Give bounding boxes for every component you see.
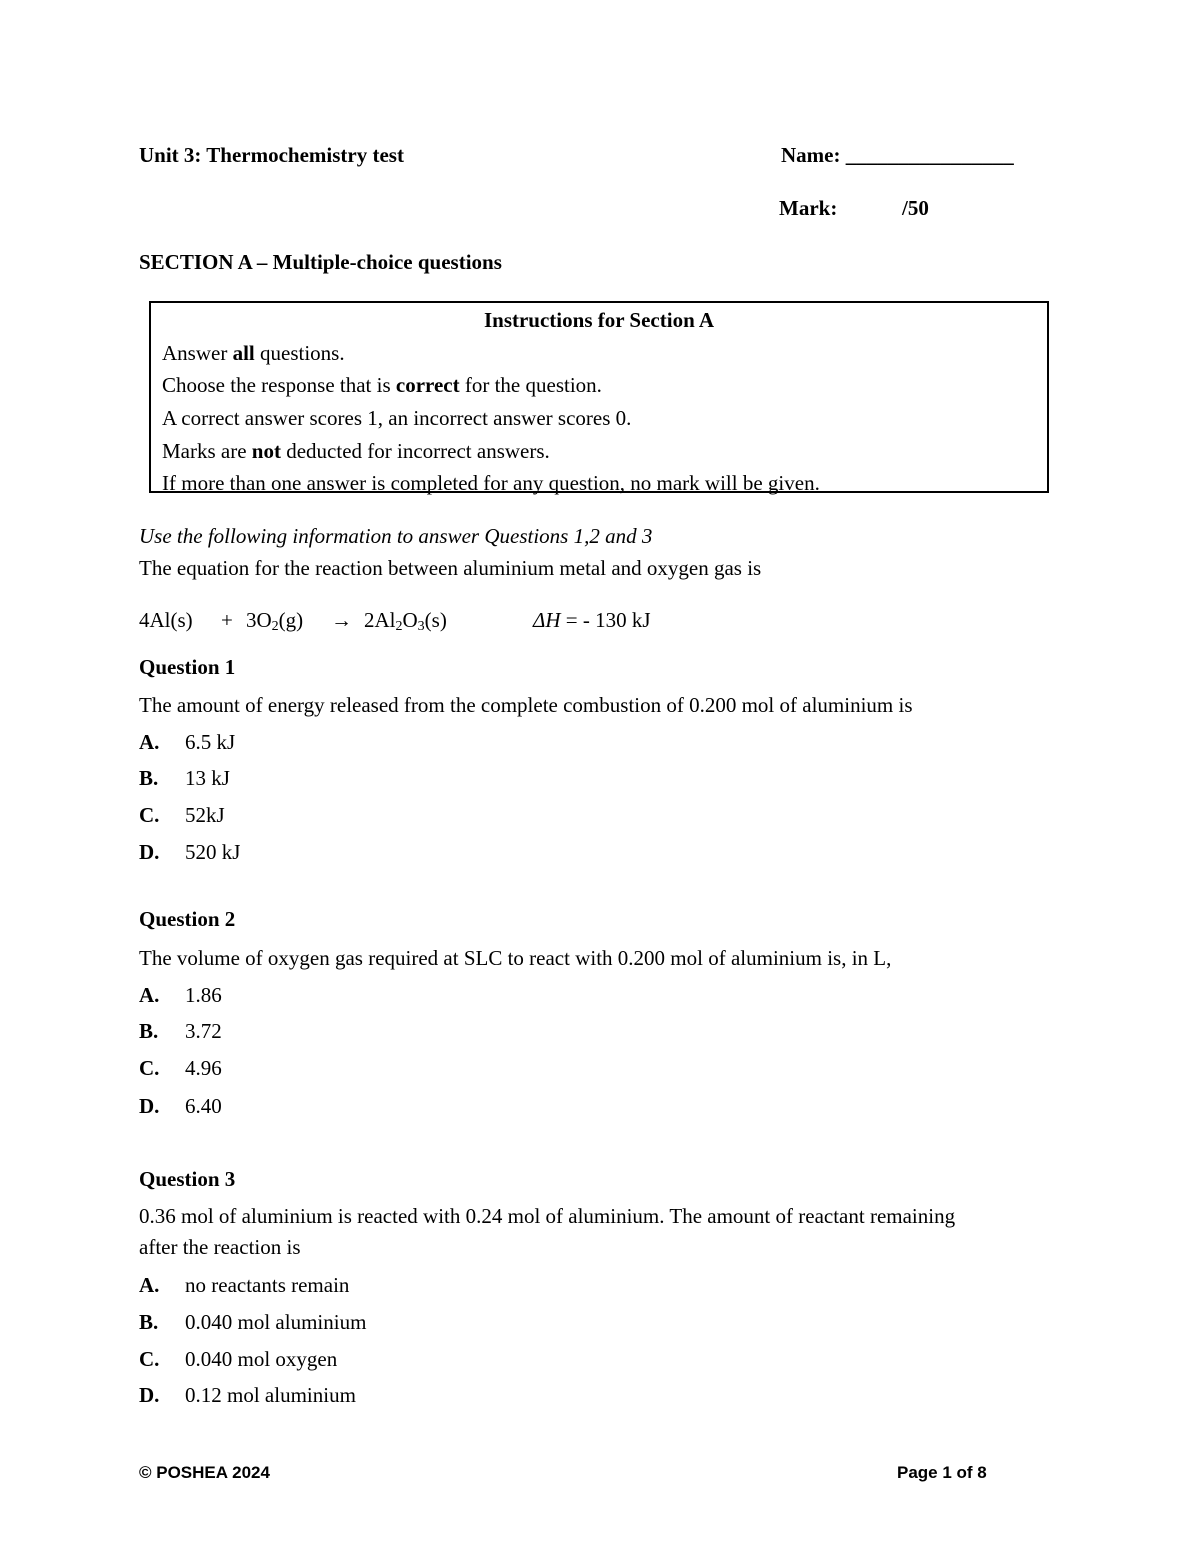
q1-option-d-letter: D. bbox=[139, 840, 160, 864]
question-3-stem-line-1: 0.36 mol of aluminium is reacted with 0.24 mol of aluminium. The amount of reactant remaining bbox=[139, 1204, 956, 1228]
instruction-1-post: questions. bbox=[254, 341, 345, 365]
o2-state: (g) bbox=[278, 608, 304, 632]
q3-option-a-letter: A. bbox=[139, 1273, 160, 1297]
name-label-text: Name: bbox=[781, 143, 841, 167]
instruction-2-post: for the question. bbox=[459, 373, 602, 397]
name-label bbox=[781, 143, 1014, 167]
equation-reactant-2 bbox=[246, 608, 303, 632]
instruction-line-4 bbox=[162, 439, 550, 463]
instructions-box bbox=[149, 301, 1049, 493]
q2-option-c-letter: C. bbox=[139, 1056, 160, 1080]
mark-label: Mark: bbox=[779, 196, 838, 220]
q1-option-c-letter: C. bbox=[139, 803, 160, 827]
enthalpy-change bbox=[533, 608, 651, 632]
q1-option-b-letter: B. bbox=[139, 766, 159, 790]
equation-product bbox=[364, 608, 447, 632]
o2-symbol: 3O bbox=[246, 608, 272, 632]
al2o3-sub-al: 2 bbox=[395, 619, 403, 634]
q3-option-d-letter: D. bbox=[139, 1383, 160, 1407]
delta-h-value: = - 130 kJ bbox=[560, 608, 651, 632]
instruction-1-pre: Answer bbox=[162, 341, 233, 365]
document-title: Unit 3: Thermochemistry test bbox=[139, 143, 404, 167]
o2-subscript: 2 bbox=[271, 619, 279, 634]
mark-total: /50 bbox=[902, 196, 929, 220]
q2-option-b-text: 3.72 bbox=[185, 1019, 222, 1043]
q1-option-d-text: 520 kJ bbox=[185, 840, 241, 864]
instruction-line-5: If more than one answer is completed for any question, no mark will be given. bbox=[162, 471, 820, 495]
info-intro: Use the following information to answer Questions 1,2 and 3 bbox=[139, 524, 653, 548]
instruction-line-3: A correct answer scores 1, an incorrect answer scores 0. bbox=[162, 406, 632, 430]
q3-option-b-text: 0.040 mol aluminium bbox=[185, 1310, 367, 1334]
instruction-4-emphasis: not bbox=[251, 439, 281, 463]
footer-page-number: Page 1 of 8 bbox=[897, 1463, 987, 1482]
equation-plus: + bbox=[221, 608, 233, 632]
question-3-stem-line-2: after the reaction is bbox=[139, 1235, 301, 1259]
al2o3-al: 2Al bbox=[364, 608, 396, 632]
q2-option-d-letter: D. bbox=[139, 1094, 160, 1118]
q3-option-d-text: 0.12 mol aluminium bbox=[185, 1383, 356, 1407]
q3-option-c-letter: C. bbox=[139, 1347, 160, 1371]
al2o3-state: (s) bbox=[424, 608, 447, 632]
question-2-stem: The volume of oxygen gas required at SLC to react with 0.200 mol of aluminium is, in L, bbox=[139, 946, 892, 970]
q1-option-a-letter: A. bbox=[139, 730, 160, 754]
equation-reactant-1: 4Al(s) bbox=[139, 608, 193, 632]
q3-option-a-text: no reactants remain bbox=[185, 1273, 350, 1297]
q2-option-d-text: 6.40 bbox=[185, 1094, 222, 1118]
delta-h-symbol: ΔH bbox=[533, 608, 561, 632]
question-1-title: Question 1 bbox=[139, 655, 236, 679]
q3-option-c-text: 0.040 mol oxygen bbox=[185, 1347, 338, 1371]
instructions-title: Instructions for Section A bbox=[483, 308, 715, 332]
q1-option-a-text: 6.5 kJ bbox=[185, 730, 236, 754]
name-blank-line: ________________ bbox=[845, 143, 1014, 167]
al2o3-sub-o: 3 bbox=[417, 619, 425, 634]
q1-option-b-text: 13 kJ bbox=[185, 766, 230, 790]
q2-option-a-letter: A. bbox=[139, 983, 160, 1007]
question-2-title: Question 2 bbox=[139, 907, 236, 931]
q3-option-b-letter: B. bbox=[139, 1310, 159, 1334]
q1-option-c-text: 52kJ bbox=[185, 803, 225, 827]
instruction-2-emphasis: correct bbox=[395, 373, 460, 397]
question-3-title: Question 3 bbox=[139, 1167, 236, 1191]
instruction-4-pre: Marks are bbox=[162, 439, 252, 463]
q2-option-b-letter: B. bbox=[139, 1019, 159, 1043]
instruction-4-post: deducted for incorrect answers. bbox=[280, 439, 550, 463]
instruction-line-1 bbox=[162, 341, 345, 365]
equation-arrow: → bbox=[331, 608, 352, 632]
al2o3-o: O bbox=[402, 608, 418, 632]
question-1-stem: The amount of energy released from the complete combustion of 0.200 mol of aluminium is bbox=[139, 693, 913, 717]
q2-option-a-text: 1.86 bbox=[185, 983, 222, 1007]
q2-option-c-text: 4.96 bbox=[185, 1056, 222, 1080]
footer-copyright: © POSHEA 2024 bbox=[139, 1463, 270, 1482]
instruction-2-pre: Choose the response that is bbox=[162, 373, 396, 397]
section-a-heading: SECTION A – Multiple-choice questions bbox=[139, 250, 502, 274]
instruction-1-emphasis: all bbox=[232, 341, 255, 365]
equation-intro: The equation for the reaction between aluminium metal and oxygen gas is bbox=[139, 556, 762, 580]
instruction-line-2 bbox=[162, 373, 602, 397]
